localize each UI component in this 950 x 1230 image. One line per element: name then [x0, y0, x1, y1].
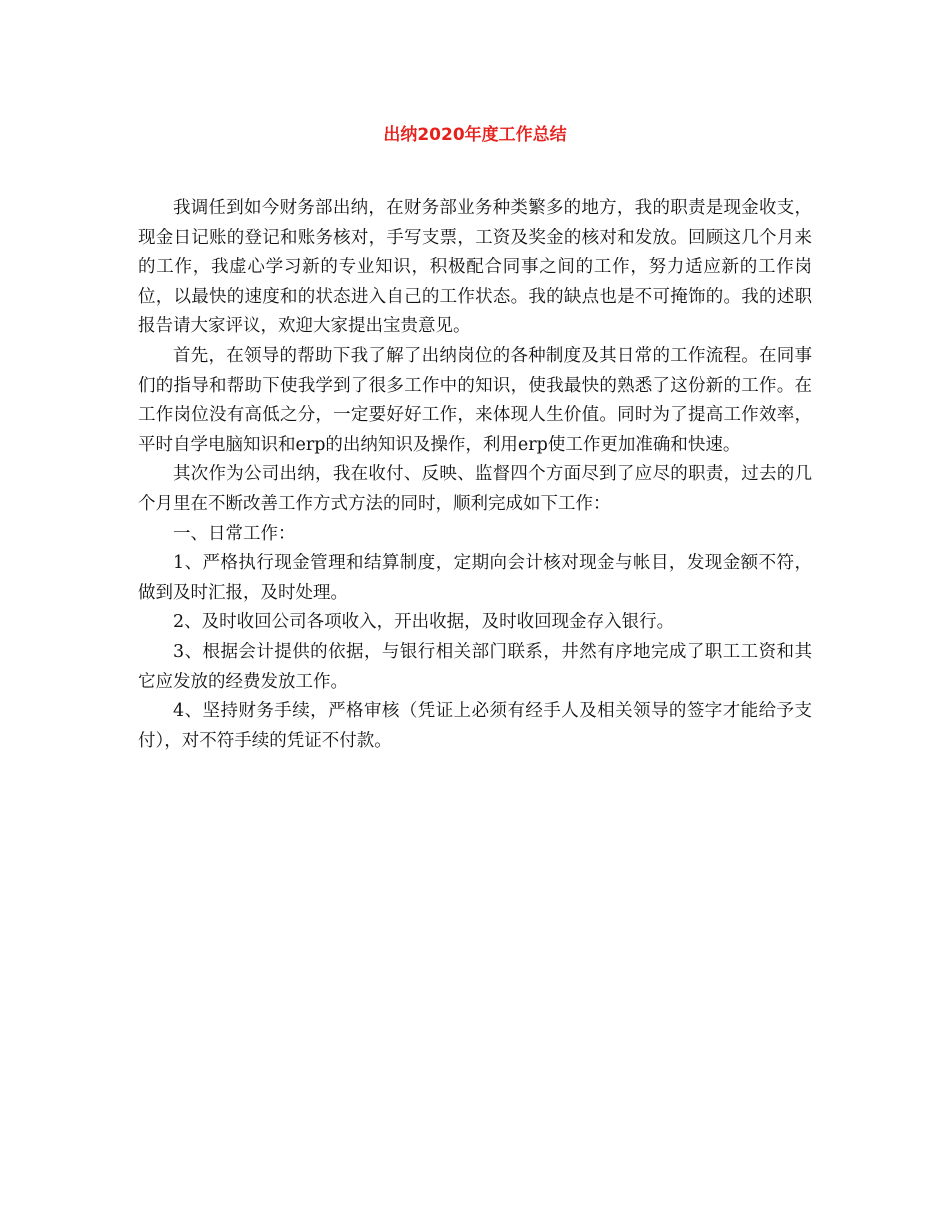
- paragraph-second: 其次作为公司出纳，我在收付、反映、监督四个方面尽到了应尽的职责，过去的几个月里在不断改善工作方式方法的同时，顺利完成如下工作：: [138, 464, 812, 514]
- list-item: 1、严格执行现金管理和结算制度，定期向会计核对现金与帐目，发现金额不符，做到及时汇报，及时处理。: [138, 553, 812, 603]
- paragraph-intro: 我调任到如今财务部出纳，在财务部业务种类繁多的地方，我的职责是现金收支，现金日记账的登记和账务核对，手写支票，工资及奖金的核对和发放。回顾这几个月来的工作，我虚心学习新的专业知识，积极配合同事之间的工作，努力适应新的工作岗位，以最快的速度和的状态进入自己的工作状态。我的缺点也是不可掩饰的。我的述职报告请大家评议，欢迎大家提出宝贵意见。: [138, 198, 812, 337]
- list-item: 3、根据会计提供的依据，与银行相关部门联系，井然有序地完成了职工工资和其它应发放的经费发放工作。: [138, 641, 812, 692]
- paragraph-first: 首先，在领导的帮助下我了解了出纳岗位的各种制度及其日常的工作流程。在同事们的指导和帮助下使我学到了很多工作中的知识，使我最快的熟悉了这份新的工作。在工作岗位没有高低之分，一定要好好工作，来体现人生价值。同时为了提高工作效率，平时自学电脑知识和erp的出纳知识及操作，利用erp使工作更加准确和快速。: [138, 345, 812, 455]
- list-item: 4、坚持财务手续，严格审核（凭证上必须有经手人及相关领导的签字才能给予支付），对不符手续的凭证不付款。: [138, 701, 812, 751]
- document-body: [138, 194, 812, 756]
- document-title: 出纳2020年度工作总结: [383, 125, 567, 145]
- section-heading-daily-work: 一、日常工作：: [173, 523, 296, 544]
- list-item: 2、及时收回公司各项收入，开出收据，及时收回现金存入银行。: [173, 612, 675, 633]
